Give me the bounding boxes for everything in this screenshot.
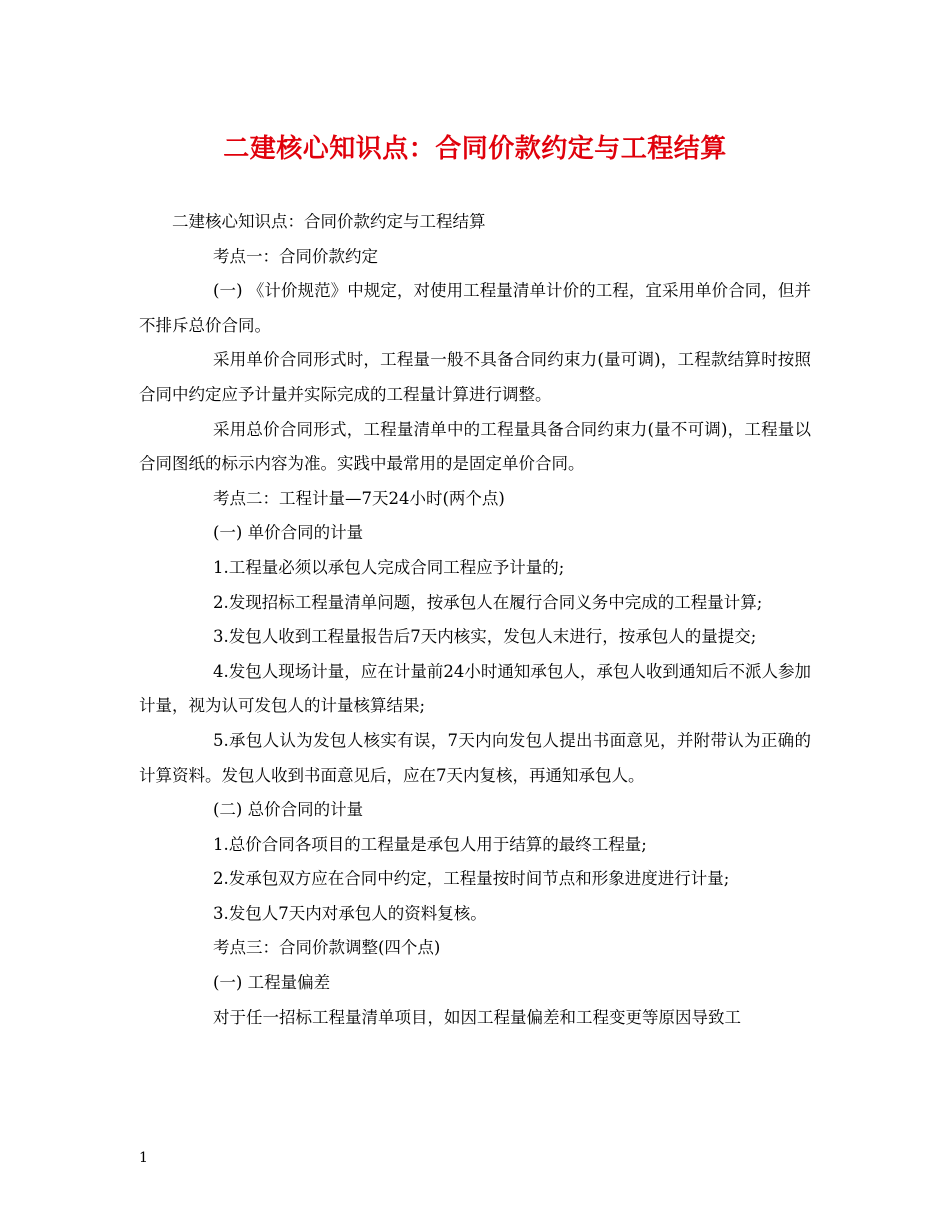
paragraph: 2.发承包双方应在合同中约定，工程量按时间节点和形象进度进行计量; bbox=[213, 869, 730, 889]
paragraph: 对于任一招标工程量清单项目，如因工程量偏差和工程变更等原因导致工 bbox=[213, 1007, 741, 1027]
paragraph: (二) 总价合同的计量 bbox=[213, 800, 364, 820]
paragraph: (一) 单价合同的计量 bbox=[213, 523, 364, 543]
paragraph: 3.发包人收到工程量报告后7天内核实，发包人末进行，按承包人的量提交; bbox=[213, 627, 757, 647]
paragraph: 4.发包人现场计量，应在计量前24小时通知承包人，承包人收到通知后不派人参加计量，视为认可发包人的计量核算结果; bbox=[139, 661, 811, 716]
paragraph: 采用总价合同形式，工程量清单中的工程量具备合同约束力(量不可调)，工程量以合同图纸的标示内容为准。实践中最常用的是固定单价合同。 bbox=[139, 419, 811, 474]
paragraph: 5.承包人认为发包人核实有误，7天内向发包人提出书面意见，并附带认为正确的计算资料。发包人收到书面意见后，应在7天内复核，再通知承包人。 bbox=[139, 730, 811, 785]
page-number: 1 bbox=[139, 1150, 148, 1166]
paragraph: (一) 《计价规范》中规定，对使用工程量清单计价的工程，宜采用单价合同，但并不排斥总价合同。 bbox=[139, 281, 811, 335]
paragraph: 二建核心知识点：合同价款约定与工程结算 bbox=[172, 212, 486, 231]
paragraph: 1.总价合同各项目的工程量是承包人用于结算的最终工程量; bbox=[213, 834, 647, 854]
paragraph: 考点二：工程计量—7天24小时(两个点) bbox=[213, 488, 505, 508]
paragraph: 考点一：合同价款约定 bbox=[213, 246, 378, 266]
document-title: 二建核心知识点：合同价款约定与工程结算 bbox=[223, 134, 727, 164]
paragraph: 1.工程量必须以承包人完成合同工程应予计量的; bbox=[213, 557, 565, 577]
paragraph: 采用单价合同形式时，工程量一般不具备合同约束力(量可调)，工程款结算时按照合同中约定应予计量并实际完成的工程量计算进行调整。 bbox=[139, 350, 811, 404]
paragraph: 3.发包人7天内对承包人的资料复核。 bbox=[213, 903, 487, 923]
document-body bbox=[139, 205, 811, 1035]
paragraph: 2.发现招标工程量清单问题，按承包人在履行合同义务中完成的工程量计算; bbox=[213, 592, 763, 612]
paragraph: (一) 工程量偏差 bbox=[213, 973, 331, 993]
paragraph: 考点三：合同价款调整(四个点) bbox=[213, 938, 441, 958]
